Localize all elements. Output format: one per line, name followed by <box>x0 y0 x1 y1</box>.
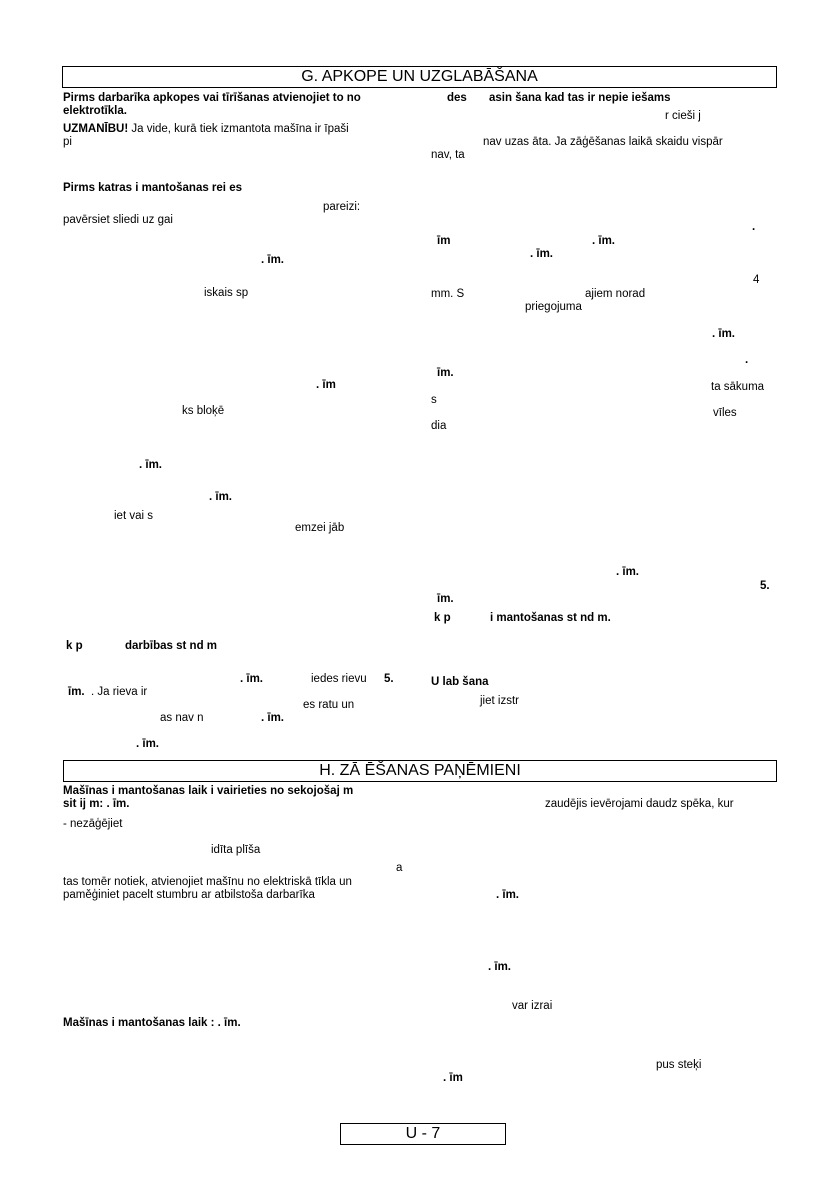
g-left-line-17: . īm. <box>240 673 264 685</box>
g-left-line-7: . īm. <box>261 254 285 266</box>
g-right-line-19: dia <box>431 420 447 432</box>
g-right-line-2: r cieši j <box>665 110 701 122</box>
h-left-line-1: sit ij m: . īm. <box>63 798 130 810</box>
g-right-line-15: īm. <box>437 367 454 379</box>
g-left-line-0: Pirms darbarīka apkopes vai tīrīšanas atvienojiet to no <box>63 92 361 104</box>
h-right-line-2: . īm. <box>488 961 512 973</box>
g-right-line-4: nav, ta <box>431 149 465 161</box>
g-left-line-4: Pirms katras i mantošanas rei es <box>63 182 242 194</box>
g-right-line-13: . īm. <box>712 328 736 340</box>
page-number: U - 7 <box>340 1123 506 1145</box>
g-left-line-23: as nav n <box>160 712 204 724</box>
g-right-line-8: . īm. <box>530 248 554 260</box>
warning-text: Ja vide, kurā tiek izmantota mašīna ir īpaši <box>131 123 349 135</box>
g-right-line-21: 5. <box>760 580 770 592</box>
h-right-line-0: zaudējis ievērojami daudz spēka, kur <box>545 798 734 810</box>
h-left-line-0: Mašīnas i mantošanas laik i vairieties no sekojošaj m <box>63 785 354 797</box>
g-right-line-10: mm. S <box>431 288 465 300</box>
g-left-line-25: . īm. <box>136 738 160 750</box>
h-left-line-4: a <box>396 862 403 874</box>
g-right-line-14: . <box>745 354 749 366</box>
g-left-line-22: es ratu un <box>303 699 355 711</box>
g-right-line-20: . īm. <box>616 566 640 578</box>
g-right-line-1: asin šana kad tas ir nepie iešams <box>489 92 671 104</box>
g-right-line-25: U lab šana <box>431 676 489 688</box>
g-left-line-9: . īm <box>316 379 336 391</box>
h-right-line-5: . īm <box>443 1072 463 1084</box>
h-left-line-7: Mašīnas i mantošanas laik : . īm. <box>63 1017 241 1029</box>
g-left-line-14: emzei jāb <box>295 522 345 534</box>
g-right-line-12: priegojuma <box>525 301 582 313</box>
h-left-line-5: tas tomēr notiek, atvienojiet mašīnu no elektriskā tīkla un <box>63 876 352 888</box>
g-left-line-19: 5. <box>384 673 394 685</box>
h-left-line-2: - nezāģējiet <box>63 818 123 830</box>
g-right-line-9: 4 <box>753 274 760 286</box>
g-right-line-18: vīles <box>713 407 737 419</box>
g-right-line-5: . <box>752 221 756 233</box>
g-left-line-16: darbības st nd m <box>125 640 218 652</box>
g-left-line-1: elektrotīkla. <box>63 105 127 117</box>
g-right-line-16: ta sākuma <box>711 381 765 393</box>
h-right-line-1: . īm. <box>496 889 520 901</box>
g-left-line-18: iedes rievu <box>311 673 367 685</box>
g-left-line-3: pi <box>63 136 72 148</box>
g-right-line-7: . īm. <box>592 235 616 247</box>
g-left-line-21: . Ja rieva ir <box>91 686 148 698</box>
g-left-line-10: ks bloķē <box>182 405 225 417</box>
g-right-line-0: des <box>447 92 467 104</box>
g-right-line-23: k p <box>434 612 451 624</box>
g-left-line-8: iskais sp <box>204 287 249 299</box>
section-g-title: G. APKOPE UN UZGLABĀŠANA <box>62 66 777 88</box>
g-left-line-5: pareizi: <box>323 201 361 213</box>
g-right-line-22: īm. <box>437 593 454 605</box>
g-left-line-20: īm. <box>68 686 85 698</box>
section-h-title: H. ZĀ ĒŠANAS PAŅĒMIENI <box>63 760 777 782</box>
warning-label: UZMANĪBU! <box>63 123 129 135</box>
g-right-line-24: i mantošanas st nd m. <box>490 612 611 624</box>
g-left-line-15: k p <box>66 640 83 652</box>
g-right-line-26: jiet izstr <box>480 695 519 707</box>
g-right-line-3: nav uzas āta. Ja zāģēšanas laikā skaidu vispār <box>483 136 723 148</box>
g-left-line-12: . īm. <box>209 491 233 503</box>
g-left-warning-line <box>63 123 349 136</box>
g-right-line-11: ajiem norad <box>585 288 646 300</box>
g-right-line-17: s <box>431 394 437 406</box>
g-right-line-6: īm <box>437 235 451 247</box>
g-left-line-6: pavērsiet sliedi uz gai <box>63 214 173 226</box>
h-left-line-3: idīta plīša <box>211 844 261 856</box>
h-left-line-6: paměģiniet pacelt stumbru ar atbilstoša darbarīka <box>63 889 315 901</box>
h-right-line-3: var izrai <box>512 1000 553 1012</box>
g-left-line-13: iet vai s <box>114 510 153 522</box>
g-left-line-11: . īm. <box>139 459 163 471</box>
g-left-line-24: . īm. <box>261 712 285 724</box>
h-right-line-4: pus steķi <box>656 1059 702 1071</box>
